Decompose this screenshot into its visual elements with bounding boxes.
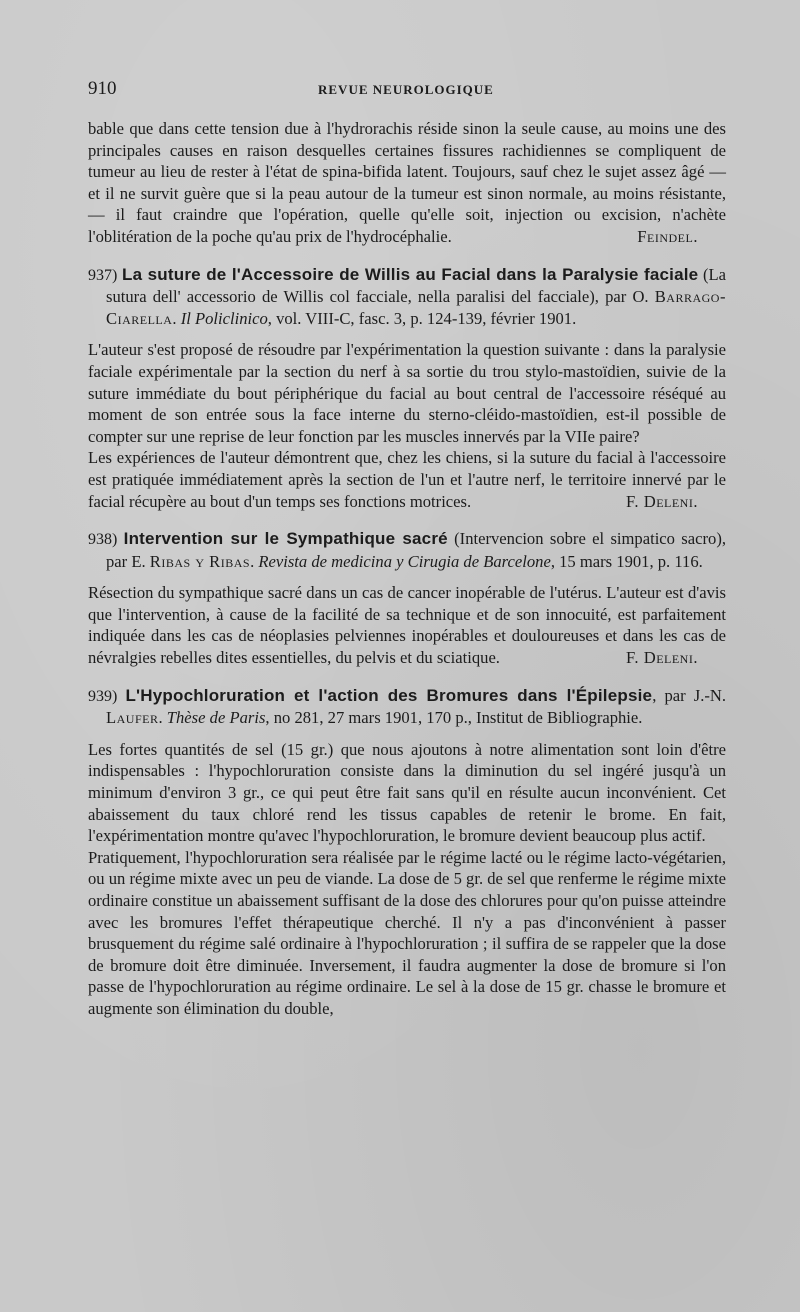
- entry-title: L'Hypochloruration et l'action des Bromures dans l'Épilepsie: [125, 685, 653, 705]
- entry-number: 939): [88, 687, 118, 705]
- page-header: [88, 78, 724, 102]
- entry-paragraph: L'auteur s'est proposé de résoudre par l'expérimentation la question suivante : dans la paralysie faciale expérimentale par la section du nerf à sa sortie du trou stylo-mastoïdien, suivie de la suture immédiate du bout périphérique du facial au bout central de l'accessoire réséqué au moment de son entrée sous la face interne du sterno-cléido-mastoïdien, est-il possible de compter sur une reprise de leur fonction par les muscles innervés par la VIIe paire?: [88, 340, 726, 446]
- entry-title: La suture de l'Accessoire de Willis au Facial dans la Paralysie faciale: [121, 264, 699, 284]
- entry-body: [88, 339, 726, 512]
- intro-signature: Feindel.: [637, 226, 698, 246]
- entry-paragraph: Pratiquement, l'hypochloruration sera réalisée par le régime lacté ou le régime lacto-végétarien, ou un régime mixte avec un peu de viande. La dose de 5 gr. de sel que renferme le régime mixte ordinaire constitue un abaissement suffisant de la dose des chlorures pour qu'on puisse atteindre avec les bromures l'effet thérapeutique cherché. Il n'y a pas d'inconvénient à passer brusquement du régime salé ordinaire à l'hypochloruration ; il suffira de se rappeler que la dose de bromure doit être diminuée. Inversement, il faudra augmenter la dose de bromure si l'on passe de l'hypochloruration au régime ordinaire. Le sel à la dose de 15 gr. chasse le bromure et augmente son élimination du double,: [88, 847, 726, 1018]
- entry-heading: 938) Intervention sur le Sympathique sacré (Intervencion sobre el simpatico sacro), par E. Ribas y Ribas. Revista de medicina y Cirugia de Barcelone, 15 mars 1901, p. 116.: [88, 529, 726, 571]
- entry-signature: F. Deleni.: [626, 491, 698, 511]
- entry-author: Barrago-Ciarella: [106, 287, 726, 328]
- entry-body: [88, 739, 726, 1020]
- entry-number: 938): [88, 531, 118, 549]
- entry-author: Ribas y Ribas: [149, 551, 251, 571]
- entry-journal: Revista de medicina y Cirugia de Barcelone: [258, 551, 551, 571]
- entry-title: Intervention sur le Sympathique sacré: [123, 529, 448, 549]
- intro-text: bable que dans cette tension due à l'hydrorachis réside sinon la seule cause, au moins une des principales causes en raison desquelles certaines fissures rachidiennes se compliquent de tumeur au lieu de rester à l'état de spina-bifida latent. Toujours, sauf chez le sujet assez âgé — et il ne survit guère que si la peau autour de la tumeur est sinon normale, au moins résistante, — il faut craindre que l'opération, quelle qu'elle soit, injection ou excision, n'achète l'oblitération de la poche qu'au prix de l'hydrocéphalie. Feindel.: [88, 119, 726, 246]
- entry-paragraph: Résection du sympathique sacré dans un cas de cancer inopérable de l'utérus. L'auteur est d'avis que l'intervention, à cause de la facilité de sa technique et de son innocuité, est parfaitement indiquée dans les cas de néoplasies pelviennes inopérables et douloureuses et dans les cas de névralgies rebelles dites essentielles, du pelvis et du sciatique. F. Deleni.: [88, 583, 726, 668]
- entry-body: [88, 582, 726, 668]
- entry-number: 937): [88, 266, 118, 284]
- entry-journal: Il Policlinico: [180, 308, 268, 328]
- entry-937: [88, 264, 726, 513]
- page-content: [88, 118, 726, 1020]
- entry-signature: F. Deleni.: [626, 648, 698, 668]
- entry-heading: 939) L'Hypochloruration et l'action des Bromures dans l'Épilepsie, par J.-N. Laufer. Thèse de Paris, no 281, 27 mars 1901, 170 p., Institut de Bibliographie.: [88, 685, 726, 728]
- entry-paragraph: Les expériences de l'auteur démontrent que, chez les chiens, si la suture du facial à l'accessoire est pratiquée immédiatement après la section de l'un et l'autre nerf, le territoire innervé par le facial récupère au bout d'un temps ses fonctions motrices. F. Deleni.: [88, 448, 726, 511]
- entry-938: [88, 528, 726, 669]
- entry-journal: Thèse de Paris: [166, 708, 266, 728]
- intro-paragraph: [88, 118, 726, 248]
- entry-939: [88, 685, 726, 1020]
- page-number: 910: [88, 78, 117, 99]
- entry-author: Laufer: [106, 708, 159, 728]
- entry-heading: 937) La suture de l'Accessoire de Willis au Facial dans la Paralysie faciale (La sutura dell' accessorio de Willis col facciale, nella paralisi del facciale), par O. Barrago-Ciarella. Il Policlinico, vol. VIII-C, fasc. 3, p. 124-139, février 1901.: [88, 264, 726, 328]
- running-title: REVUE NEUROLOGIQUE: [318, 82, 494, 97]
- entry-paragraph: Les fortes quantités de sel (15 gr.) que nous ajoutons à notre alimentation sont loin d'être indispensables : l'hypochloruration consiste dans la diminution du sel ingéré jusqu'à un minimum d'environ 3 gr., ce qui peut être fait sans qu'il en résulte aucun inconvénient. Cet abaissement du taux chloré rend les tissus capables de retenir le brome. En fait, l'expérimentation montre qu'avec l'hypochloruration, le bromure devient beaucoup plus actif.: [88, 739, 726, 846]
